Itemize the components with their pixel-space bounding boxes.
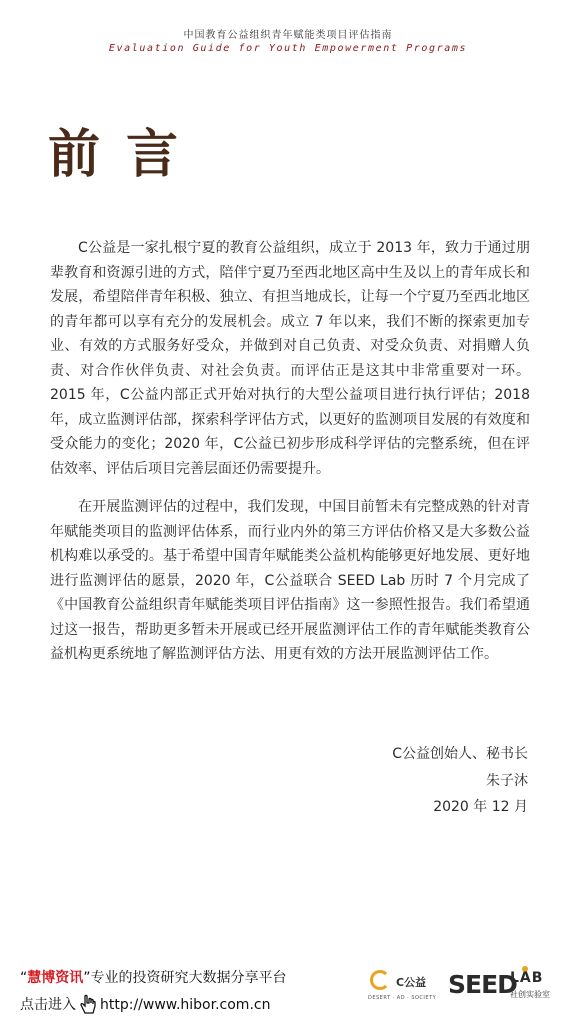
signature-role: C公益创始人、秘书长 — [392, 746, 528, 762]
signature-date: 2020 年 12 月 — [433, 799, 528, 815]
hibor-url[interactable]: http://www.hibor.com.cn — [100, 997, 271, 1013]
c-logo-tagline: DESERT · AD · SOCIETY — [368, 995, 437, 1001]
paragraph: C公益是一家扎根宁夏的教育公益组织，成立于 2013 年，致力于通过朋辈教育和资源引进的方式，陪伴宁夏乃至西北地区高中生及以上的青年成长和发展，希望陪伴青年积极、独立、有担当地成长，让每一个宁夏乃至西北地区的青年都可以享有充分的发展机会。成立 7 年以来，我们不断的探索更加专业、有效的方式服务好受众，并做到对自己负责、对受众负责、对捐赠人负责、对合作伙伴负责、对社会负责。而评估正是这其中非常重要对一环。2015 年，C公益内部正式开始对执行的大型公益项目进行执行评估；2018 年，成立监测评估部，探索科学评估方式，以更好的监测项目发展的有效度和受众能力的变化；2020 年，C公益已初步形成科学评估的完整系统，但在评估效率、评估后项目完善层面还仍需要提升。 — [50, 240, 530, 477]
quote-open: “ — [20, 970, 28, 986]
header-title-en: Evaluation Guide for Youth Empowerment Programs — [108, 43, 468, 54]
c-logo-text: C公益 — [396, 976, 427, 989]
c-logo-icon — [370, 970, 390, 990]
paragraph: 在开展监测评估的过程中，我们发现，中国目前暂未有完整成熟的针对青年赋能类项目的监测评估体系，而行业内外的第三方评估价格又是大多数公益机构难以承受的。基于希望中国青年赋能类公益机构能够更好地发展、更好地进行监测评估的愿景，2020 年，C公益联合 SEED Lab 历时 7 个月完成了《中国教育公益组织青年赋能类项目评估指南》这一参照性报告。我们希望通过这一报告，帮助更多暂未开展或已经开展监测评估工作的青年赋能类教育公益机构更系统地了解监测评估方法、用更有效的方法开展监测评估工作。 — [50, 499, 530, 662]
footer-link[interactable] — [20, 994, 270, 1016]
quote-close: ” — [83, 970, 91, 986]
header-title-cn: 中国教育公益组织青年赋能类项目评估指南 — [183, 30, 393, 41]
seed-lab-logo — [448, 966, 558, 1006]
footer-slogan — [20, 967, 287, 987]
seed-logo-text: SEED — [448, 970, 517, 999]
lab-logo-cn: 社创实验室 — [510, 990, 550, 999]
brand-name[interactable]: 慧博资讯 — [27, 970, 84, 986]
lab-logo-text: LAB — [510, 970, 544, 986]
slogan-text: 专业的投资研究大数据分享平台 — [90, 970, 287, 986]
page-title: 前言 — [48, 125, 205, 185]
enter-label: 点击进入 — [20, 997, 76, 1013]
signature-name: 朱子沐 — [486, 773, 528, 789]
c-charity-logo — [368, 968, 438, 1008]
preface-body — [50, 236, 530, 681]
hand-pointer-icon — [78, 994, 98, 1016]
